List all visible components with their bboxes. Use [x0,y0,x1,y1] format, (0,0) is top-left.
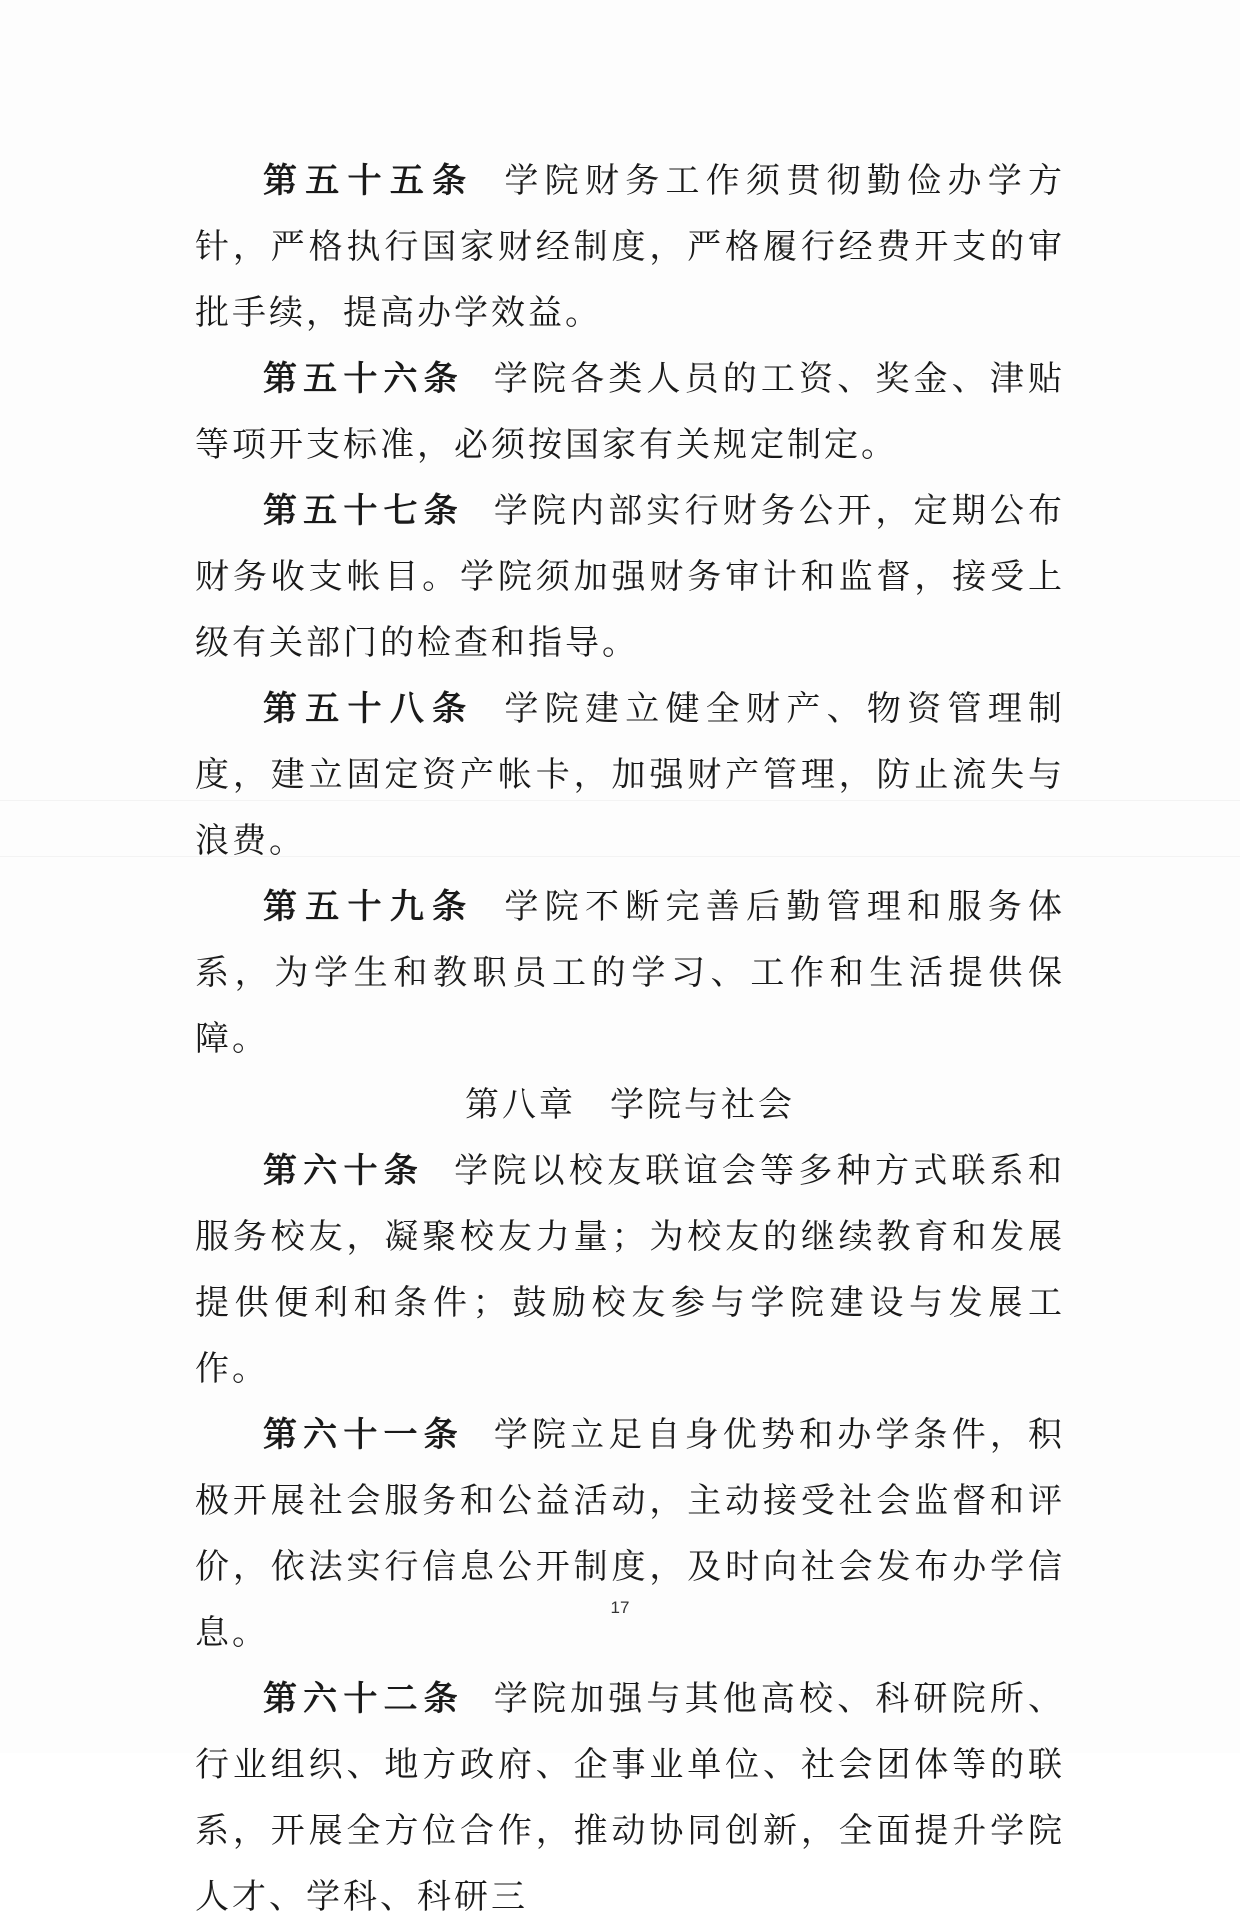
article-number: 第五十八条 [263,689,475,729]
article-60 [195,1138,1065,1402]
article-text: 学院立足自身优势和办学条件，积极开展社会服务和公益活动，主动接受社会监督和评价，依法实行信息公开制度，及时向社会发布办学信息。 [195,1415,1066,1653]
article-text: 学院财务工作须贯彻勤俭办学方针，严格执行国家财经制度，严格履行经费开支的审批手续，提高办学效益。 [195,161,1066,333]
article-text: 学院内部实行财务公开，定期公布财务收支帐目。学院须加强财务审计和监督，接受上级有关部门的检查和指导。 [195,491,1066,663]
article-62 [195,1666,1065,1930]
article-58 [195,676,1065,874]
article-text: 学院不断完善后勤管理和服务体系，为学生和教职员工的学习、工作和生活提供保障。 [195,887,1066,1059]
page-number: 17 [610,1598,630,1617]
article-text: 学院加强与其他高校、科研院所、行业组织、地方政府、企事业单位、社会团体等的联系，开展全方位合作，推动协同创新，全面提升学院人才、学科、科研三 [195,1679,1066,1917]
article-number: 第六十一条 [263,1415,464,1455]
article-number: 第五十六条 [263,359,464,399]
article-61 [195,1402,1065,1666]
chapter-number: 第八章 [465,1085,576,1125]
document-body [195,148,1065,1930]
article-number: 第五十九条 [263,887,475,927]
article-text: 学院各类人员的工资、奖金、津贴等项开支标准，必须按国家有关规定制定。 [195,359,1066,465]
article-number: 第五十七条 [263,491,464,531]
article-56 [195,346,1065,478]
article-59 [195,874,1065,1072]
article-57 [195,478,1065,676]
article-text: 学院以校友联谊会等多种方式联系和服务校友，凝聚校友力量；为校友的继续教育和发展提供便利和条件；鼓励校友参与学院建设与发展工作。 [195,1151,1066,1389]
chapter-title: 学院与社会 [610,1085,795,1125]
chapter-heading [195,1072,1065,1138]
article-text: 学院建立健全财产、物资管理制度，建立固定资产帐卡，加强财产管理，防止流失与浪费。 [195,689,1066,861]
article-number: 第六十二条 [263,1679,464,1719]
article-number: 第五十五条 [263,161,475,201]
article-number: 第六十条 [263,1151,425,1191]
article-55 [195,148,1065,346]
